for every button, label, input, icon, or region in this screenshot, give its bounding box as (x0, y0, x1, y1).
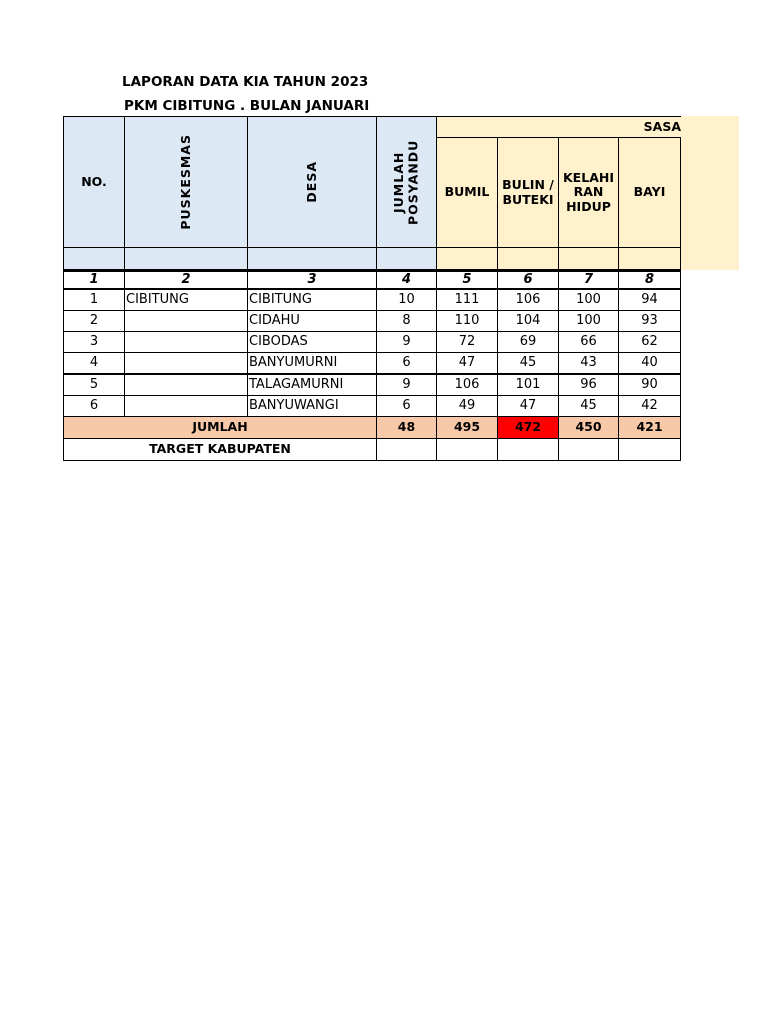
row-posyandu (376, 374, 437, 396)
row-bayi-text: 40 (641, 354, 658, 370)
header-desa (247, 116, 377, 248)
column-number-cell-text: 2 (181, 271, 191, 287)
column-number-cell (63, 270, 125, 290)
total-bumil-text: 495 (453, 419, 481, 435)
row-puskesmas (124, 310, 248, 332)
header-kelahiran-hidup (558, 137, 619, 248)
report-subtitle: PKM CIBITUNG . BULAN JANUARI (124, 98, 370, 114)
row-bayi (618, 395, 681, 417)
header-bulin-buteki (497, 137, 559, 248)
row-bumil-text: 49 (458, 397, 476, 413)
header-jumlah-posyandu (376, 116, 437, 248)
row-posyandu-text: 8 (402, 312, 411, 328)
header-bumil-text: BUMIL (444, 184, 490, 200)
row-puskesmas (124, 374, 248, 396)
row-puskesmas (124, 395, 248, 417)
header-desa-text: DESA (303, 161, 319, 203)
row-kelahiran-hidup-text: 45 (580, 397, 597, 413)
row-bayi (618, 352, 681, 374)
row-no-text: 3 (89, 333, 99, 349)
row-kelahiran-hidup-text: 96 (580, 376, 597, 392)
row-puskesmas-text: CIBITUNG (126, 291, 189, 307)
row-kelahiran-hidup-text: 66 (580, 333, 597, 349)
row-desa-text: CIBITUNG (249, 291, 312, 307)
row-kelahiran-hidup (558, 310, 619, 332)
subheader-empty-cell (124, 247, 248, 270)
row-bulin-text: 106 (515, 291, 541, 307)
row-desa (247, 374, 377, 396)
header-kelahiran-hidup-text: KELAHI RAN HIDUP (563, 169, 614, 214)
row-desa (247, 395, 377, 417)
row-posyandu-text: 6 (402, 354, 411, 370)
row-bumil-text: 106 (454, 376, 480, 392)
row-desa-text: TALAGAMURNI (249, 376, 344, 392)
row-desa (247, 310, 377, 332)
subheader-empty-cell (376, 247, 437, 270)
column-number-cell-text: 1 (89, 271, 99, 287)
subheader-empty-cell (618, 247, 681, 270)
header-puskesmas (124, 116, 248, 248)
total-bumil (436, 416, 498, 439)
row-bayi (618, 310, 681, 332)
row-desa (247, 289, 377, 311)
column-number-cell (618, 270, 681, 290)
column-number-cell (558, 270, 619, 290)
target-empty-cell (436, 438, 498, 461)
row-bulin-text: 104 (515, 312, 541, 328)
row-no-text: 6 (89, 397, 99, 413)
row-kelahiran-hidup (558, 374, 619, 396)
row-bayi-text: 93 (641, 312, 658, 328)
header-no-text: NO. (81, 173, 107, 189)
column-number-cell-text: 5 (462, 271, 472, 287)
total-kelahiran-hidup (558, 416, 619, 439)
row-bulin (497, 374, 559, 396)
row-posyandu (376, 395, 437, 417)
row-kelahiran-hidup (558, 331, 619, 353)
row-kelahiran-hidup (558, 352, 619, 374)
row-no-text: 4 (89, 354, 99, 370)
row-bulin-text: 47 (519, 397, 537, 413)
row-puskesmas (124, 289, 248, 311)
row-no (63, 352, 125, 374)
row-posyandu-text: 6 (402, 397, 411, 413)
row-bulin-text: 45 (519, 354, 537, 370)
column-number-cell (376, 270, 437, 290)
target-empty-cell (558, 438, 619, 461)
header-jumlah-posyandu-text: JUMLAH POSYANDU (391, 139, 421, 225)
row-bayi-text: 90 (641, 376, 658, 392)
row-no-text: 1 (89, 291, 99, 307)
row-bumil (436, 331, 498, 353)
row-puskesmas (124, 331, 248, 353)
header-bayi (618, 137, 681, 248)
row-no (63, 289, 125, 311)
row-kelahiran-hidup-text: 100 (576, 291, 601, 307)
row-desa-text: BANYUMURNI (249, 354, 338, 370)
row-desa-text: BANYUWANGI (249, 397, 339, 413)
row-bulin (497, 395, 559, 417)
subheader-empty-cell (436, 247, 498, 270)
target-empty-cell (618, 438, 681, 461)
total-bayi-text: 421 (636, 419, 663, 435)
total-posyandu (376, 416, 437, 439)
column-number-cell-text: 4 (401, 271, 412, 287)
target-empty-cell (497, 438, 559, 461)
row-bumil (436, 352, 498, 374)
subheader-empty-cell (247, 247, 377, 270)
row-kelahiran-hidup (558, 289, 619, 311)
header-sasaran-group-text: SASA (643, 118, 681, 134)
row-bayi-text: 94 (641, 291, 658, 307)
row-bumil-text: 110 (454, 312, 480, 328)
total-label (63, 416, 377, 439)
row-bulin (497, 352, 559, 374)
subheader-empty-cell (63, 247, 125, 270)
row-bumil (436, 310, 498, 332)
sasaran-header-band (680, 116, 739, 270)
row-posyandu (376, 310, 437, 332)
row-posyandu-text: 10 (398, 291, 415, 307)
total-bayi (618, 416, 681, 439)
column-number-cell-text: 7 (583, 271, 594, 287)
row-kelahiran-hidup-text: 43 (580, 354, 597, 370)
row-bulin (497, 310, 559, 332)
header-bumil (436, 137, 498, 248)
column-number-cell-text: 3 (307, 271, 317, 287)
total-bulin-text: 472 (514, 419, 542, 435)
column-number-cell-text: 8 (644, 271, 655, 287)
row-bumil-text: 72 (458, 333, 476, 349)
header-sasaran-group (436, 116, 681, 138)
row-no (63, 395, 125, 417)
row-no-text: 5 (89, 376, 99, 392)
subheader-empty-cell (558, 247, 619, 270)
target-empty-cell (376, 438, 437, 461)
row-no (63, 310, 125, 332)
row-bumil-text: 111 (454, 291, 480, 307)
row-bulin (497, 331, 559, 353)
header-puskesmas-text: PUSKESMAS (177, 134, 193, 230)
column-number-cell (247, 270, 377, 290)
header-bayi-text: BAYI (633, 184, 666, 200)
row-no (63, 374, 125, 396)
row-bumil-text: 47 (458, 354, 476, 370)
column-number-cell (436, 270, 498, 290)
header-no (63, 116, 125, 248)
row-posyandu-text: 9 (402, 376, 411, 392)
row-bayi (618, 289, 681, 311)
row-bumil (436, 289, 498, 311)
row-bulin-text: 101 (515, 376, 541, 392)
row-posyandu-text: 9 (402, 333, 411, 349)
row-bumil (436, 374, 498, 396)
row-bumil (436, 395, 498, 417)
row-no (63, 331, 125, 353)
total-bulin (497, 416, 559, 439)
row-posyandu (376, 331, 437, 353)
row-desa-text: CIDAHU (249, 312, 300, 328)
row-desa (247, 352, 377, 374)
row-desa (247, 331, 377, 353)
total-kelahiran-hidup-text: 450 (575, 419, 602, 435)
row-bayi (618, 374, 681, 396)
total-posyandu-text: 48 (397, 419, 416, 435)
row-bayi (618, 331, 681, 353)
target-label-text: TARGET KABUPATEN (149, 441, 291, 457)
row-posyandu (376, 289, 437, 311)
row-bulin (497, 289, 559, 311)
row-desa-text: CIBODAS (249, 333, 308, 349)
row-posyandu (376, 352, 437, 374)
row-kelahiran-hidup-text: 100 (576, 312, 601, 328)
total-label-text: JUMLAH (192, 419, 248, 435)
column-number-cell (497, 270, 559, 290)
row-bulin-text: 69 (519, 333, 537, 349)
row-puskesmas (124, 352, 248, 374)
column-number-cell (124, 270, 248, 290)
column-number-cell-text: 6 (523, 271, 533, 287)
target-label (63, 438, 377, 461)
header-bulin-buteki-text: BULIN / BUTEKI (502, 177, 554, 207)
row-kelahiran-hidup (558, 395, 619, 417)
row-bayi-text: 42 (641, 397, 658, 413)
row-no-text: 2 (89, 312, 99, 328)
report-title: LAPORAN DATA KIA TAHUN 2023 (122, 74, 369, 90)
subheader-empty-cell (497, 247, 559, 270)
row-bayi-text: 62 (641, 333, 658, 349)
